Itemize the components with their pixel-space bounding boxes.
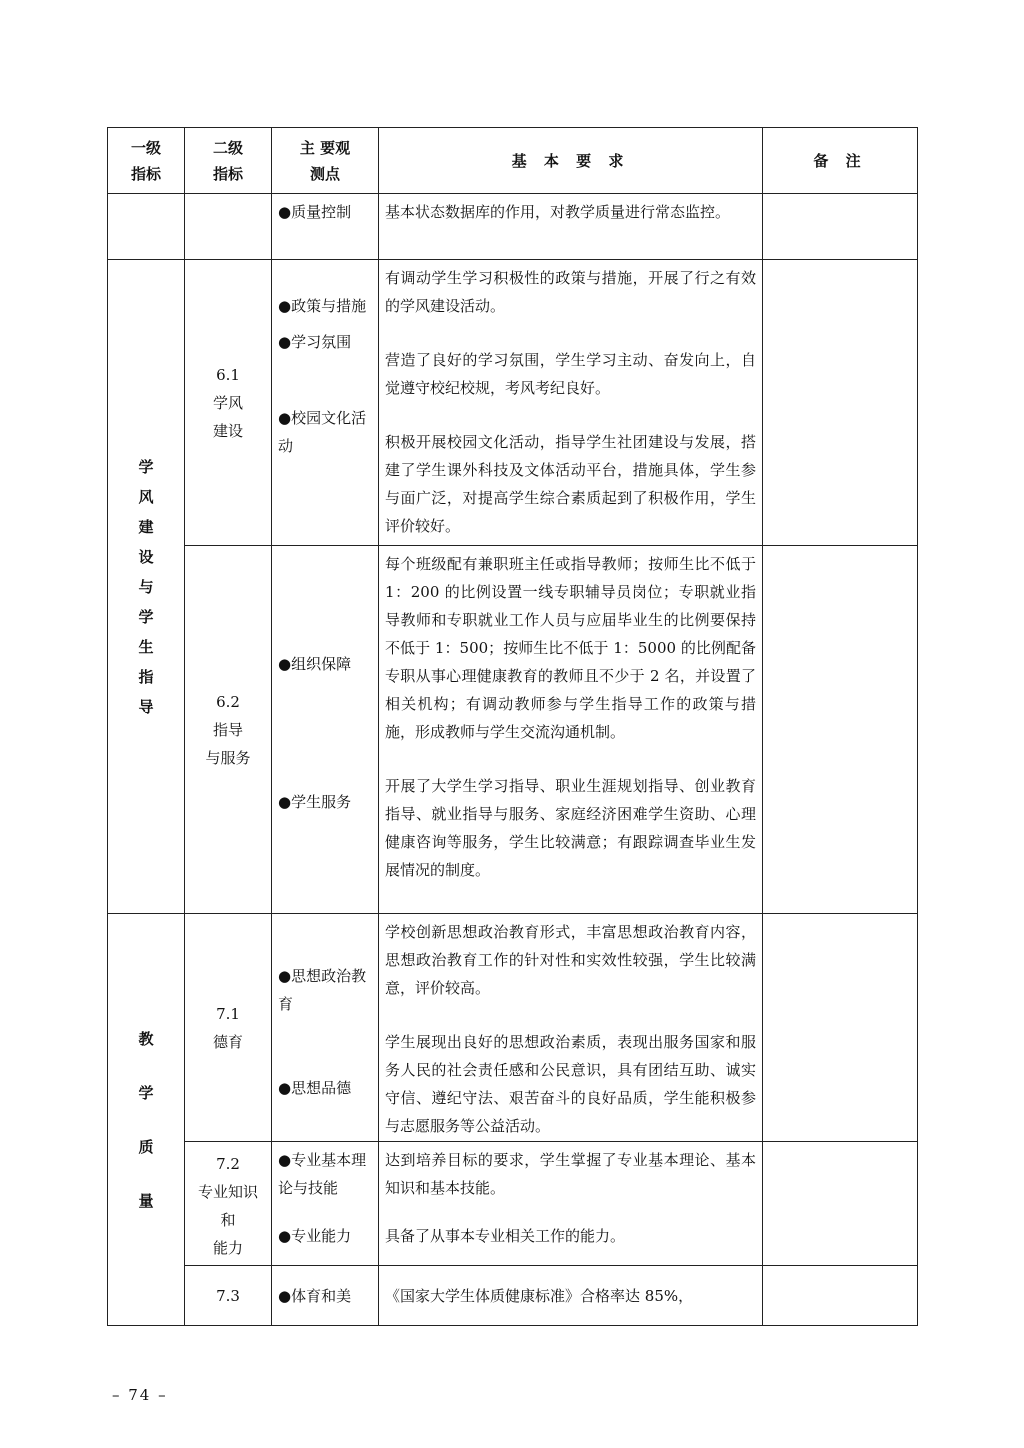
requirement-text: 学校创新思想政治教育形式，丰富思想政治教育内容，思想政治教育工作的针对性和实效性较强，学生比较满意，评价较高。 [385,923,756,997]
level2-indicator: 7.3 [185,1266,272,1326]
requirement-text: 《国家大学生体质健康标准》合格率达 85%， [379,1266,763,1326]
remarks-cell [763,1266,918,1326]
requirement-text: 每个班级配有兼职班主任或指导教师；按师生比不低于 1：200 的比例设置一线专职辅导员岗位；专职就业指导教师和专职就业工作人员与应届毕业生的比例要保持不低于 1：500；按师生比不低于 1：5000 的比例配备专职从事心理健康教育的教师且不少于 2 名，并设置了相关机构；有调动教师参与学生指导工作的政策与措施，形成教师与学生交流沟通机制。 [385,555,756,741]
observation-point: ●政策与措施 [278,297,367,315]
level2-indicator: 6.1 学风 建设 [185,260,272,546]
header-level2: 二级指标 [185,128,272,194]
header-remarks: 备 注 [763,128,918,194]
header-row [108,128,918,194]
page-number: – 74 – [112,1386,168,1404]
table-row [108,194,918,260]
requirement-cell [379,546,763,914]
requirement-cell [379,1142,763,1266]
level2-indicator: 7.1 德育 [185,914,272,1142]
requirement-text: 学生展现出良好的思想政治素质，表现出服务国家和服务人民的社会责任感和公民意识，具有团结互助、诚实守信、遵纪守法、艰苦奋斗的良好品质，学生能积极参与志愿服务等公益活动。 [385,1033,756,1135]
table-row [108,1142,918,1266]
remarks-cell [763,194,918,260]
requirement-cell [379,914,763,1142]
table-row [108,260,918,546]
observation-point: ●思想品德 [278,1079,352,1097]
remarks-cell [763,546,918,914]
observation-points [272,1142,379,1266]
observation-point: ●体育和美 [272,1266,379,1326]
requirement-text: 开展了大学生学习指导、职业生涯规划指导、创业教育指导、就业指导与服务、家庭经济困难学生资助、心理健康咨询等服务，学生比较满意；有跟踪调查毕业生发展情况的制度。 [385,777,756,879]
header-observation-point: 主 要观测点 [272,128,379,194]
requirement-text: 达到培养目标的要求，学生掌握了专业基本理论、基本知识和基本技能。 [385,1151,756,1197]
requirement-text: 基本状态数据库的作用，对教学质量进行常态监控。 [379,194,763,260]
requirement-text: 具备了从事本专业相关工作的能力。 [385,1227,626,1245]
requirement-text: 有调动学生学习积极性的政策与措施，开展了行之有效的学风建设活动。 [385,269,756,315]
evaluation-table [107,127,918,1326]
requirement-cell [379,260,763,546]
table-row [108,1266,918,1326]
header-level1: 一级指标 [108,128,185,194]
header-basic-requirement: 基 本 要 求 [379,128,763,194]
observation-point: ●专业基本理论与技能 [278,1151,367,1197]
level1-indicator: 教 学 质 量 [108,914,185,1326]
observation-points [272,546,379,914]
level2-indicator: 6.2 指导 与服务 [185,546,272,914]
observation-point: ●思想政治教育 [278,967,367,1013]
observation-points [272,914,379,1142]
observation-point: ●学生服务 [278,793,352,811]
table-row [108,546,918,914]
observation-points [272,260,379,546]
observation-point: ●质量控制 [272,194,379,260]
observation-point: ●组织保障 [278,655,352,673]
level2-indicator: 7.2 专业知识 和 能力 [185,1142,272,1266]
level1-indicator: 学 风 建 设 与 学 生 指 导 [108,260,185,914]
observation-point: ●学习氛围 [278,333,352,351]
requirement-text: 积极开展校园文化活动，指导学生社团建设与发展，搭建了学生课外科技及文体活动平台，措施具体，学生参与面广泛，对提高学生综合素质起到了积极作用，学生评价较好。 [385,433,756,535]
observation-point: ●专业能力 [278,1227,352,1245]
observation-point: ●校园文化活动 [278,409,367,455]
table-row [108,914,918,1142]
remarks-cell [763,1142,918,1266]
remarks-cell [763,914,918,1142]
remarks-cell [763,260,918,546]
requirement-text: 营造了良好的学习氛围，学生学习主动、奋发向上，自觉遵守校纪校规，考风考纪良好。 [385,351,756,397]
